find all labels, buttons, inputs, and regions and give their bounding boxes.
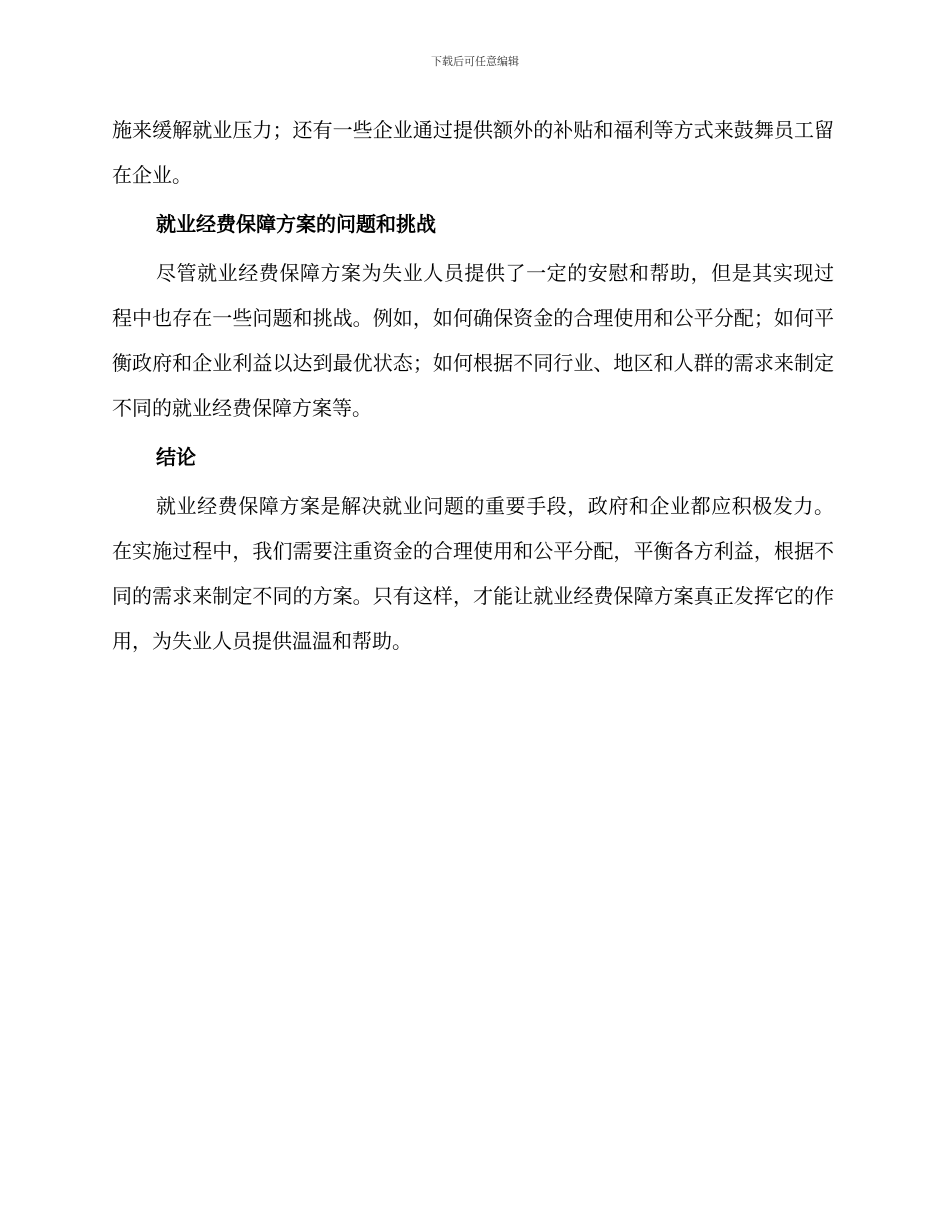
section-heading-challenges: 就业经费保障方案的问题和挑战 bbox=[156, 212, 436, 236]
page-header: 下载后可任意编辑 bbox=[431, 55, 519, 68]
section-heading-conclusion: 结论 bbox=[156, 445, 196, 469]
section-paragraph-challenges: 尽管就业经费保障方案为失业人员提供了一定的安慰和帮助，但是其实现过程中也存在一些问题和挑战。例如，如何确保资金的合理使用和公平分配；如何平衡政府和企业利益以达到最优状态；如何根据不同行业、地区和人群的需求来制定不同的就业经费保障方案等。 bbox=[112, 261, 834, 420]
section-paragraph-conclusion: 就业经费保障方案是解决就业问题的重要手段，政府和企业都应积极发力。在实施过程中，我们需要注重资金的合理使用和公平分配，平衡各方利益，根据不同的需求来制定不同的方案。只有这样，才能让就业经费保障方案真正发挥它的作用，为失业人员提供温温和帮助。 bbox=[112, 494, 834, 653]
document-body bbox=[112, 108, 834, 664]
continuation-paragraph: 施来缓解就业压力；还有一些企业通过提供额外的补贴和福利等方式来鼓舞员工留在企业。 bbox=[112, 118, 834, 187]
